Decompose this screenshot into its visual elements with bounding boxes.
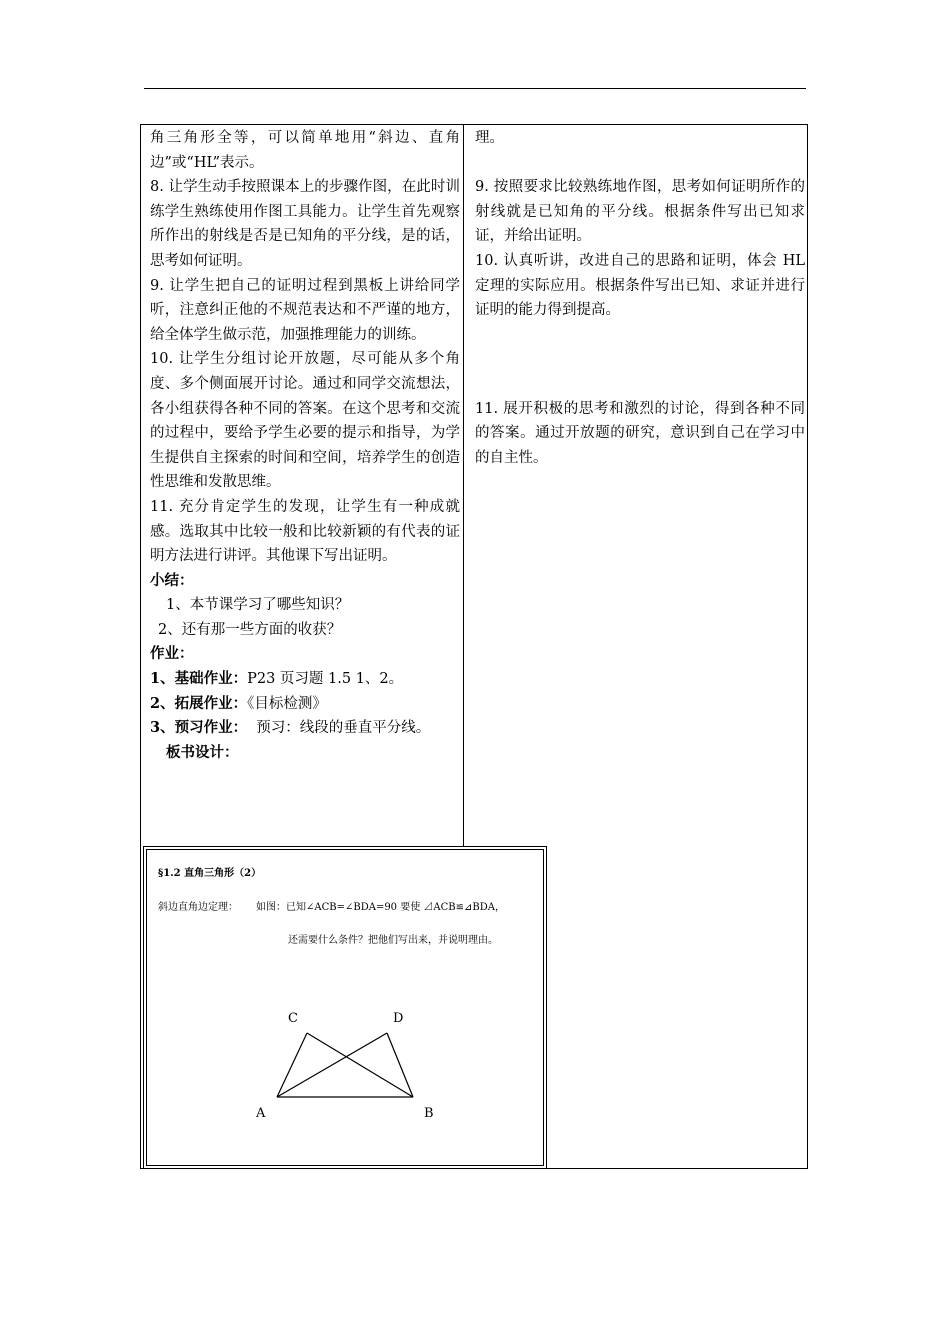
segment-AD	[277, 1033, 387, 1097]
homework-item-3-label: 3、预习作业：	[150, 719, 248, 737]
board-question-part1: 如图：已知∠ACB=∠BDA=90 要使 ⊿ACB≌⊿BDA，	[256, 902, 505, 913]
teacher-paragraph-9: 9. 让学生把自己的证明过程到黑板上讲给同学听，注意纠正他的不规范表达和不严谨的地方，给全体学生做示范，加强推理能力的训练。	[150, 277, 460, 343]
student-paragraph-10: 10. 认真听讲，改进自己的思路和证明，体会 HL 定理的实际应用。根据条件写出已知、求证并进行证明的能力得到提高。	[475, 252, 805, 319]
board-design-heading: 板书设计：	[166, 743, 239, 761]
triangle-figure	[250, 1000, 450, 1130]
homework-item-2-text: 《目标检测》	[247, 695, 327, 712]
column-divider	[463, 124, 464, 846]
header-rule	[144, 88, 806, 89]
student-activity-column	[475, 126, 805, 470]
teacher-paragraph-10: 10. 让学生分组讨论开放题，尽可能从多个角度、多个侧面展开讨论。通过和同学交流想法，各小组获得各种不同的答案。在这个思考和交流的过程中，要给予学生必要的提示和指导，为学生提供自主探索的时间和空间，培养学生的创造性思维和发散思维。	[150, 351, 460, 491]
segment-CB	[307, 1033, 413, 1097]
board-theorem-line	[158, 898, 505, 913]
teacher-paragraph-hl: 角三角形全等，可以简单地用“斜边、直角边”或“HL”表示。	[150, 130, 460, 171]
homework-item-1	[150, 667, 460, 692]
homework-item-1-label: 1、基础作业：	[150, 670, 248, 688]
summary-heading: 小结：	[150, 571, 194, 589]
label-B: B	[424, 1106, 434, 1121]
segment-DB	[387, 1033, 413, 1097]
homework-item-2-label: 2、拓展作业：	[150, 694, 248, 712]
student-paragraph-9: 9. 按照要求比较熟练地作图，思考如何证明所作的射线就是已知角的平分线。根据条件写出已知求证，并给出证明。	[475, 179, 805, 245]
student-paragraph-11: 11. 展开积极的思考和激烈的讨论，得到各种不同的答案。通过开放题的研究，意识到自己在学习中的自主性。	[475, 400, 805, 466]
homework-item-3-text: 预习：线段的垂直平分线。	[247, 720, 431, 737]
homework-item-1-text: P23 页习题 1.5 1、2。	[247, 671, 404, 688]
segment-AC	[277, 1033, 307, 1097]
teacher-paragraph-11: 11. 充分肯定学生的发现，让学生有一种成就感。选取其中比较一般和比较新颖的有代表的证明方法进行讲评。其他课下写出证明。	[150, 498, 460, 565]
homework-item-3	[150, 716, 460, 741]
student-paragraph-end: 理。	[475, 130, 504, 146]
label-A: A	[256, 1106, 266, 1121]
label-C: C	[288, 1011, 298, 1026]
board-question-part2: 还需要什么条件？把他们写出来，并说明理由。	[288, 935, 498, 946]
teacher-activity-column	[150, 126, 460, 765]
board-theorem-label: 斜边直角边定理：	[158, 902, 238, 913]
homework-item-2	[150, 692, 460, 717]
homework-heading: 作业：	[150, 645, 194, 663]
summary-item-2: 2、还有那一些方面的收获？	[158, 621, 342, 638]
label-D: D	[393, 1011, 404, 1026]
teacher-paragraph-8: 8. 让学生动手按照课本上的步骤作图，在此时训练学生熟练使用作图工具能力。让学生首先观察所作出的射线是否是已知角的平分线，是的话，思考如何证明。	[150, 179, 460, 269]
board-title: §1.2 直角三角形（2）	[158, 868, 262, 879]
summary-item-1: 1、本节课学习了哪些知识？	[166, 597, 350, 614]
